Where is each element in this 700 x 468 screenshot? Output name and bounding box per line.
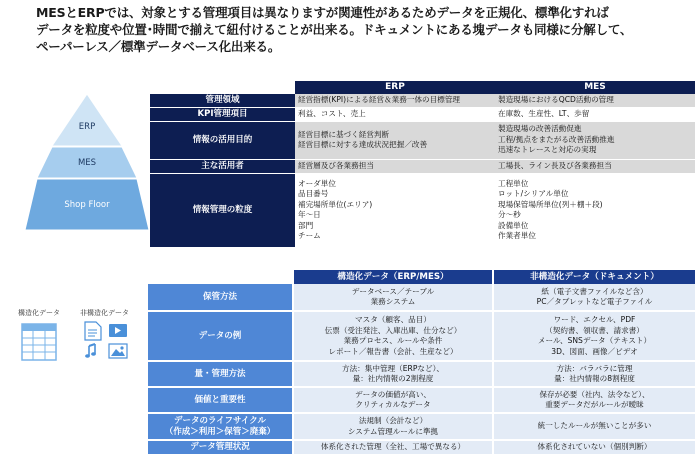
- erp-cell: オーダ単位 品目番号 補完場所単位(エリア) 年～日 部門 チーム: [295, 173, 495, 247]
- row-header: データ管理状況: [148, 440, 293, 455]
- table-row: [148, 440, 695, 455]
- row-header: データのライフサイクル （作成＞利用＞保管＞廃棄）: [148, 413, 293, 440]
- row-header: 情報管理の粒度: [150, 173, 295, 247]
- erp-cell: 経営層及び各業務担当: [295, 159, 495, 173]
- table2-corner: [148, 270, 293, 284]
- image-icon: [109, 344, 127, 358]
- music-icon: [85, 344, 96, 358]
- row-header: 保管方法: [148, 284, 293, 311]
- mes-cell: 製造現場の改善活動促進 工程/拠点をまたがる改善活動推進 迅速なトレースと対応の実現: [495, 121, 695, 159]
- row-header: 管理領域: [150, 94, 295, 107]
- table2-col-unstructured: 非構造化データ（ドキュメント）: [493, 270, 695, 284]
- table-row: [150, 121, 695, 159]
- intro-line: データを粒度や位置･時間で揃えて紐付けることが出来る。ドキュメントにある塊データも同様に分解して、: [36, 22, 633, 37]
- pyramid-label-shopfloor: Shop Floor: [64, 200, 110, 210]
- table-row: [148, 284, 695, 311]
- unstructured-files-icon: [82, 320, 132, 362]
- table-row: [148, 361, 695, 387]
- mes-cell: 製造現場におけるQCD活動の管理: [495, 94, 695, 107]
- row-header: 量・管理方法: [148, 361, 293, 387]
- structured-cell: 方法：集中管理（ERPなど）、 量：社内情報の2割程度: [293, 361, 493, 387]
- structured-cell: データの価値が高い、 クリティカルなデータ: [293, 387, 493, 413]
- intro-line: ペーパーレス／標準データベース化出来る。: [36, 39, 281, 54]
- table1-col-mes: MES: [495, 81, 695, 94]
- unstructured-cell: 体系化されていない（個別判断）: [493, 440, 695, 455]
- intro-text: [36, 4, 686, 55]
- table2-col-structured: 構造化データ（ERP/MES）: [293, 270, 493, 284]
- erp-cell: 経営指標(KPI)による経営＆業務一体の目標管理: [295, 94, 495, 107]
- intro-line: MESとERPでは、対象とする管理項目は異なりますが関連性があるためデータを正規化、標準化すれば: [36, 5, 609, 20]
- table-row: [150, 159, 695, 173]
- structured-data-label: 構造化データ: [18, 309, 60, 317]
- row-header: 主な活用者: [150, 159, 295, 173]
- unstructured-cell: ワード、エクセル、PDF （契約書、領収書、請求書） メール、SNSデータ（テキスト） 3D、図面、画像／ビデオ: [493, 311, 695, 361]
- table-row: [148, 311, 695, 361]
- mes-cell: 工場長、ライン長及び各業務担当: [495, 159, 695, 173]
- erp-cell: 利益、コスト、売上: [295, 107, 495, 121]
- structured-unstructured-comparison-table: [148, 270, 695, 456]
- pyramid-label-erp: ERP: [78, 122, 96, 132]
- erp-mes-comparison-table: [150, 81, 695, 248]
- row-header: 情報の活用目的: [150, 121, 295, 159]
- row-header: 価値と重要性: [148, 387, 293, 413]
- structured-cell: 法規制（会計など） システム管理ルールに準拠: [293, 413, 493, 440]
- row-header: KPI管理項目: [150, 107, 295, 121]
- database-table-icon: [20, 320, 58, 362]
- unstructured-data-label: 非構造化データ: [80, 309, 129, 317]
- mes-cell: 工程単位 ロット/シリアル単位 現場保管場所単位(列＋棚＋段) 分～秒 設備単位 作業者単位: [495, 173, 695, 247]
- table-row: [148, 387, 695, 413]
- hierarchy-pyramid: [24, 92, 150, 232]
- unstructured-cell: 方法：バラバラに管理 量：社内情報の8割程度: [493, 361, 695, 387]
- video-icon: [109, 324, 127, 337]
- structured-cell: データベース／テーブル 業務システム: [293, 284, 493, 311]
- table-row: [150, 107, 695, 121]
- table-row: [150, 173, 695, 247]
- unstructured-cell: 紙（電子文書ファイルなど含） PC／タブレットなど電子ファイル: [493, 284, 695, 311]
- table-row: [148, 413, 695, 440]
- table1-corner: [150, 81, 295, 94]
- document-icon: [85, 322, 101, 340]
- row-header: データの例: [148, 311, 293, 361]
- structured-cell: 体系化された管理（全社、工場で異なる）: [293, 440, 493, 455]
- unstructured-cell: 統一したルールが無いことが多い: [493, 413, 695, 440]
- erp-cell: 経営目標に基づく経営判断 経営目標に対する達成状況把握／改善: [295, 121, 495, 159]
- mes-cell: 在庫数、生産性、LT、歩留: [495, 107, 695, 121]
- pyramid-erp-layer: [52, 94, 122, 146]
- unstructured-cell: 保存が必要（社内、法令など）、 重要データだがルールが曖昧: [493, 387, 695, 413]
- structured-cell: マスタ（顧客、品目） 伝票（受注発注、入庫出庫、仕分など） 業務プロセス、ルールや条件 レポート／報告書（会計、生産など）: [293, 311, 493, 361]
- table2-header-row: [148, 270, 695, 284]
- pyramid-label-mes: MES: [77, 158, 97, 168]
- table1-header-row: [150, 81, 695, 94]
- table1-col-erp: ERP: [295, 81, 495, 94]
- table-row: [150, 94, 695, 107]
